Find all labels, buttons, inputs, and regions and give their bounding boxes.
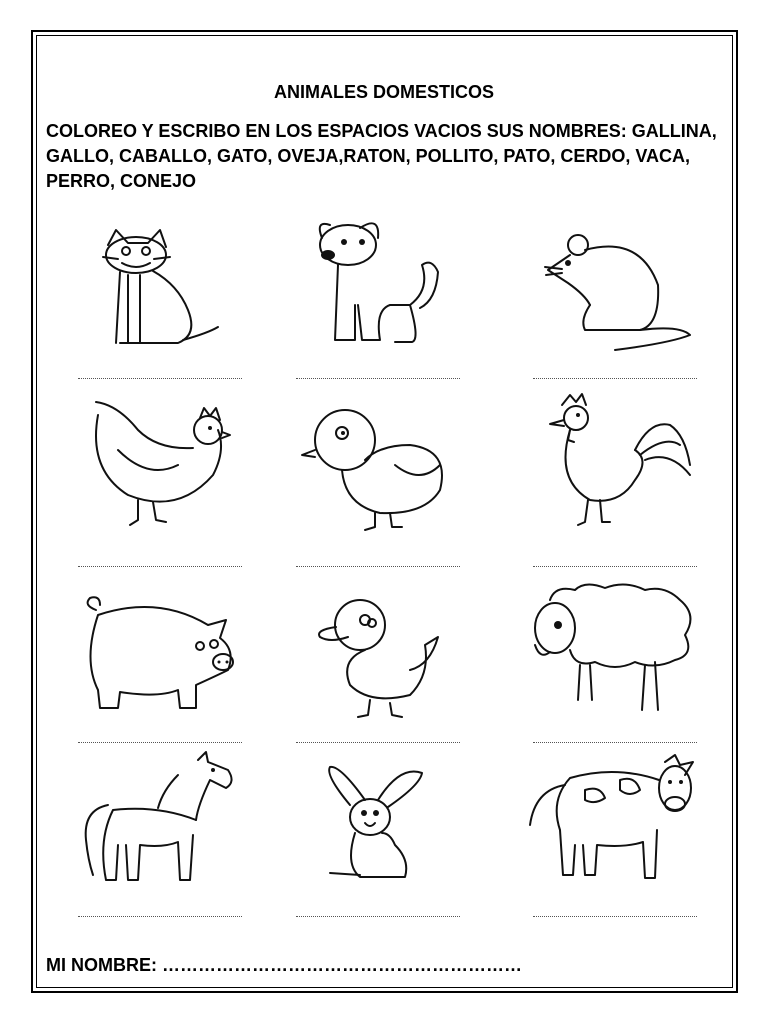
sheep-icon [530,580,700,730]
answer-blank[interactable] [533,742,697,743]
answer-blank[interactable] [78,916,242,917]
answer-blank[interactable] [533,378,697,379]
horse-icon [78,750,248,900]
rooster-icon [540,390,710,540]
cow-icon [525,750,695,900]
dog-icon [300,210,470,360]
chick-icon [300,395,470,545]
answer-blank[interactable] [78,378,242,379]
answer-blank[interactable] [533,566,697,567]
student-name-field[interactable]: MI NOMBRE: …………………………………………………… [46,955,522,975]
worksheet-title: ANIMALES DOMESTICOS [273,82,494,102]
answer-blank[interactable] [296,916,460,917]
answer-blank[interactable] [78,742,242,743]
answer-blank[interactable] [296,566,460,567]
duck-icon [310,585,480,735]
answer-blank[interactable] [296,742,460,743]
hen-icon [78,390,248,540]
rabbit-icon [310,745,480,895]
answer-blank[interactable] [533,916,697,917]
answer-blank[interactable] [78,566,242,567]
answer-blank[interactable] [296,378,460,379]
worksheet-instructions: COLOREO Y ESCRIBO EN LOS ESPACIOS VACIOS SUS NOMBRES: GALLINA, GALLO, CABALLO, GATO, OVEJA,RATON, POLLITO, PATO, CERDO, VACA, PERRO, CONEJO [46,121,717,191]
mouse-icon [540,225,710,375]
cat-icon [78,215,248,365]
pig-icon [78,590,248,740]
